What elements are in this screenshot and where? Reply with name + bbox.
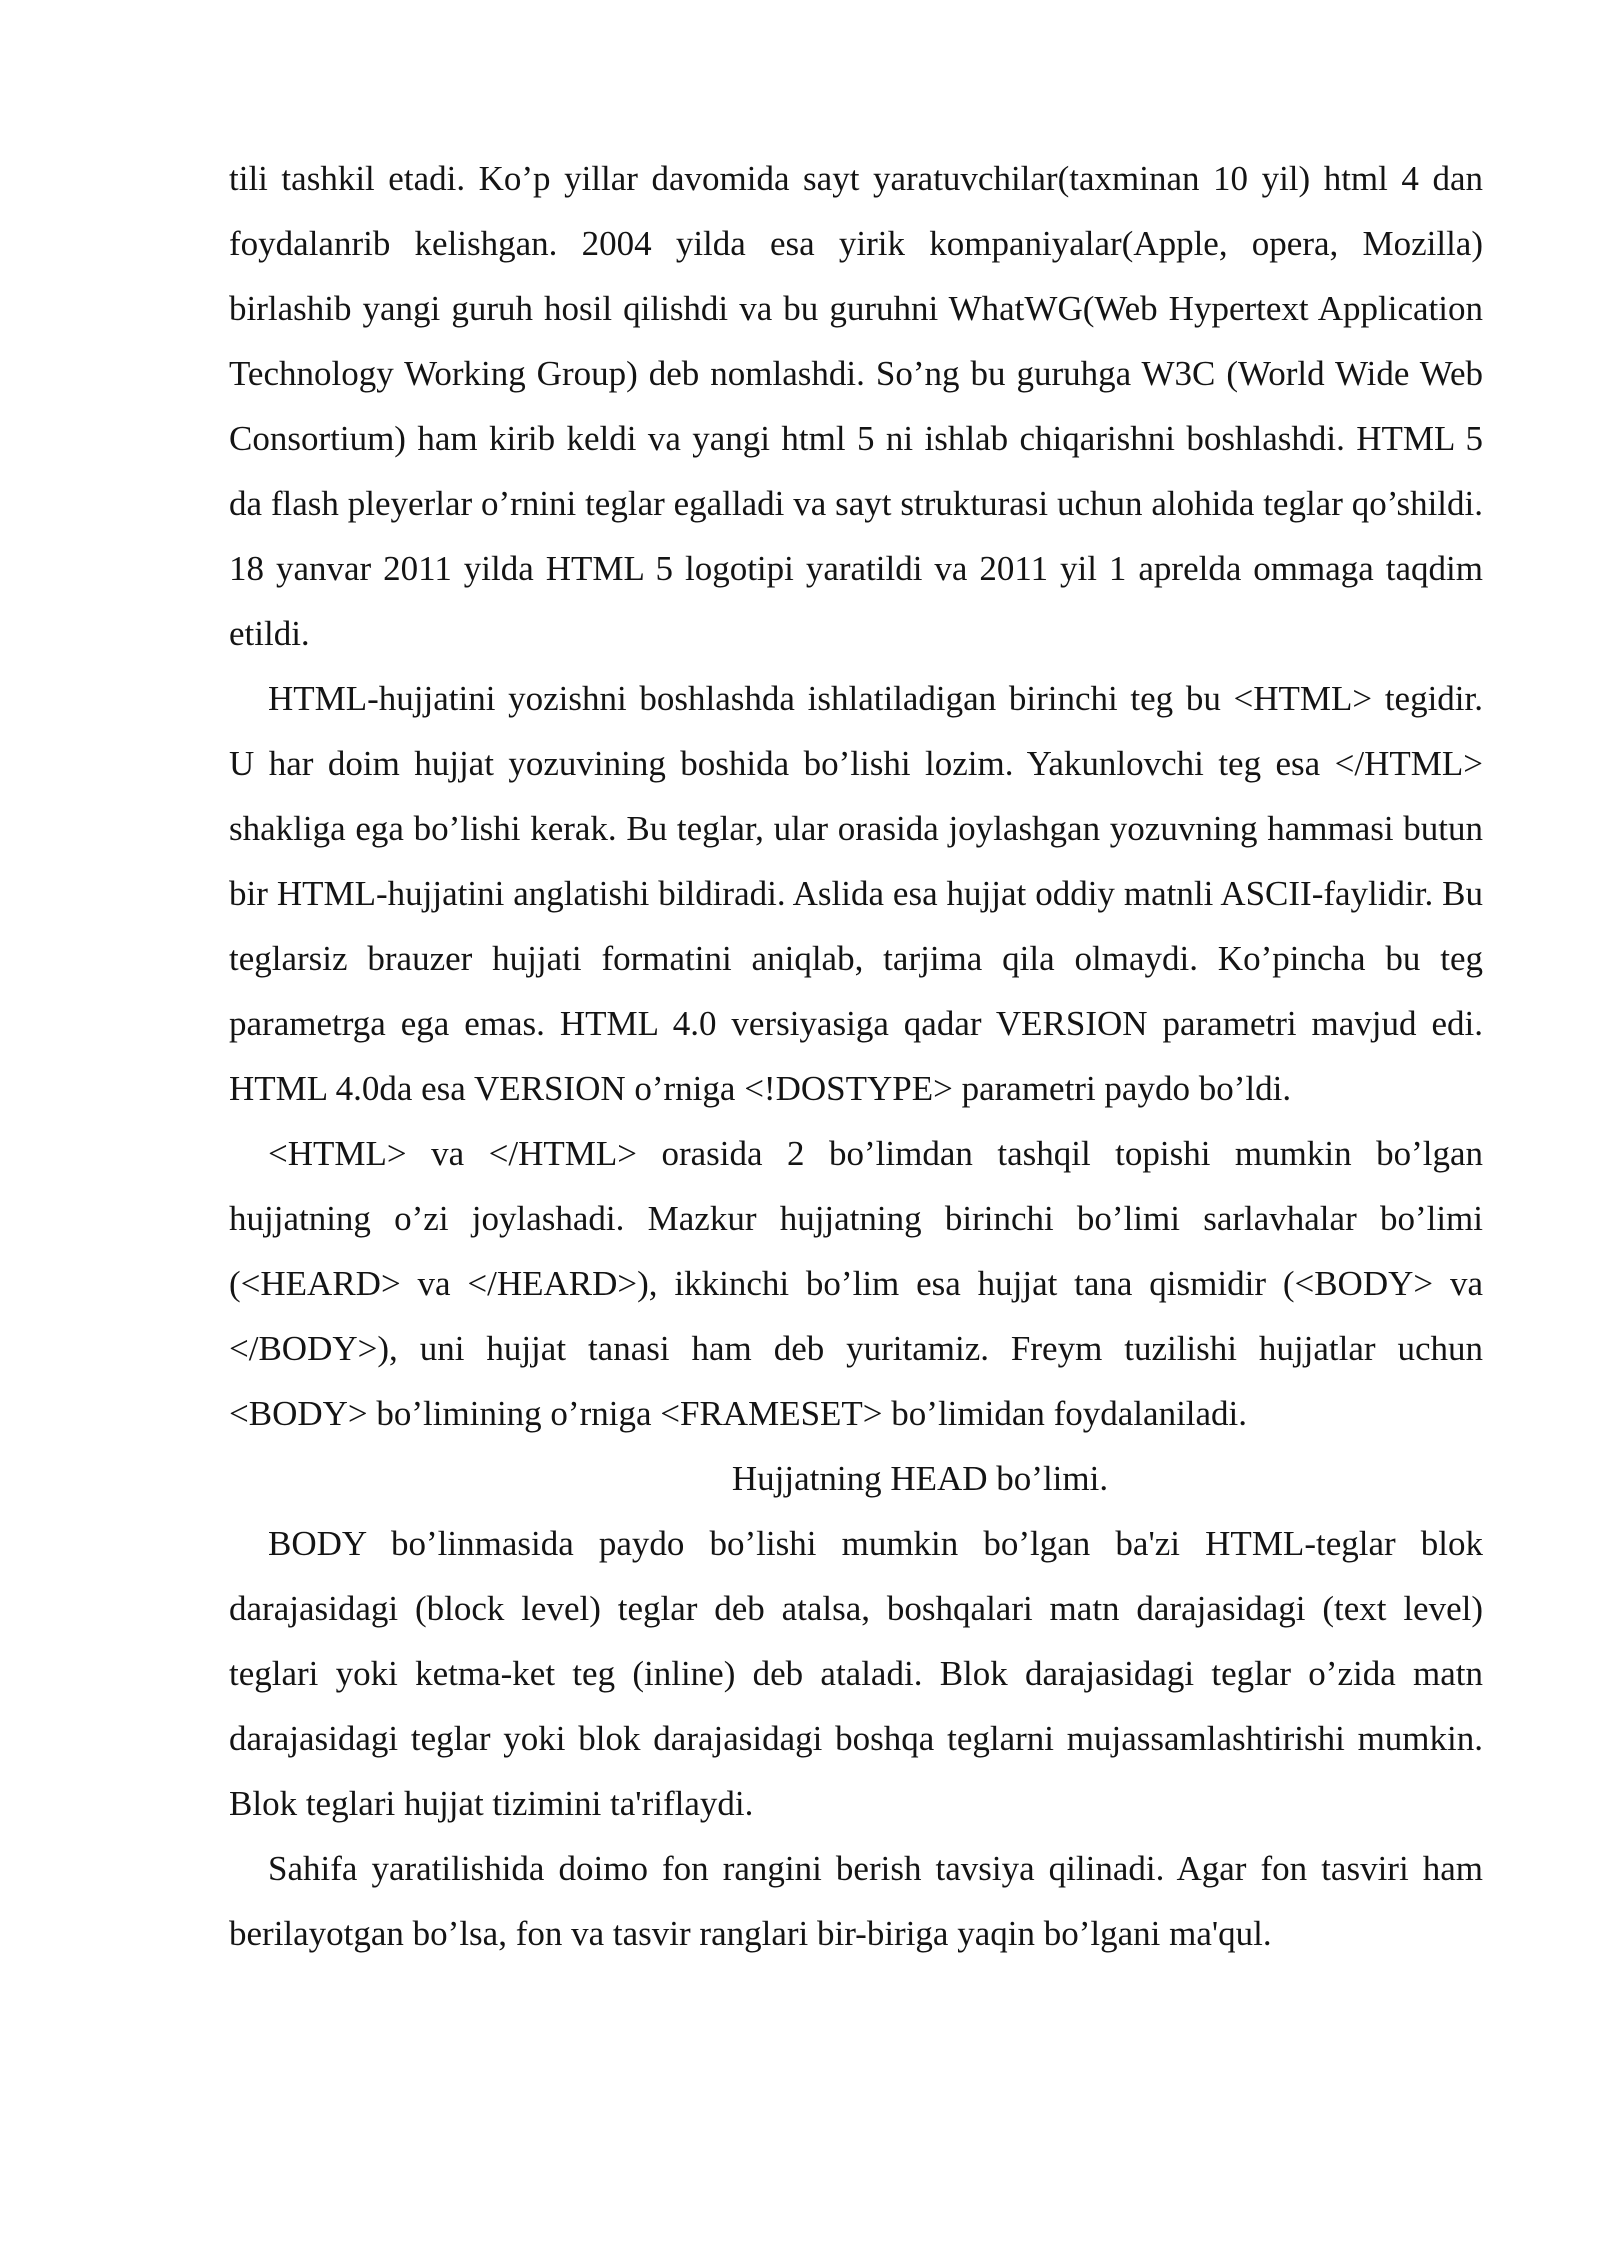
- paragraph-document-sections: <HTML> va </HTML> orasida 2 bo’limdan tashqil topishi mumkin bo’lgan hujjatning o’zi joylashadi. Mazkur hujjatning birinchi bo’limi sarlavhalar bo’limi (<HEARD> va </HEARD>), ikkinchi bo’lim esa hujjat tana qismidir (<BODY> va </BODY>), uni hujjat tanasi ham deb yuritamiz. Freym tuzilishi hujjatlar uchun <BODY> bo’limining o’rniga <FRAMESET> bo’limidan foydalaniladi.: [229, 1134, 1483, 1433]
- paragraph-block-level-tags: BODY bo’linmasida paydo bo’lishi mumkin bo’lgan ba'zi HTML-teglar blok darajasidagi (block level) teglar deb atalsa, boshqalari matn darajasidagi (text level) teglari yoki ketma-ket teg (inline) deb ataladi. Blok darajasidagi teglar o’zida matn darajasidagi teglar yoki blok darajasidagi boshqa teglarni mujassamlashtirishi mumkin. Blok teglari hujjat tizimini ta'riflaydi.: [229, 1524, 1483, 1823]
- paragraph-html-tag: HTML-hujjatini yozishni boshlashda ishlatiladigan birinchi teg bu <HTML> tegidir. U har doim hujjat yozuvining boshida bo’lishi lozim. Yakunlovchi teg esa </HTML> shakliga ega bo’lishi kerak. Bu teglar, ular orasida joylashgan yozuvning hammasi butun bir HTML-hujjatini anglatishi bildiradi. Aslida esa hujjat oddiy matnli ASCII-faylidir. Bu teglarsiz brauzer hujjati formatini aniqlab, tarjima qila olmaydi. Ko’pincha bu teg parametrga ega emas. HTML 4.0 versiyasiga qadar VERSION parametri mavjud edi. HTML 4.0da esa VERSION o’rniga <!DOSTYPE> parametri paydo bo’ldi.: [229, 679, 1483, 1108]
- paragraph-background-color: Sahifa yaratilishida doimo fon rangini berish tavsiya qilinadi. Agar fon tasviri ham berilayotgan bo’lsa, fon va tasvir ranglari bir-biriga yaqin bo’lgani ma'qul.: [229, 1849, 1483, 1953]
- paragraph-html5-history: tili tashkil etadi. Ko’p yillar davomida sayt yaratuvchilar(taxminan 10 yil) html 4 dan foydalanrib kelishgan. 2004 yilda esa yirik kompaniyalar(Apple, opera, Mozilla) birlashib yangi guruh hosil qilishdi va bu guruhni WhatWG(Web Hypertext Application Technology Working Group) deb nomlashdi. So’ng bu guruhga W3C (World Wide Web Consortium) ham kirib keldi va yangi html 5 ni ishlab chiqarishni boshlashdi. HTML 5 da flash pleyerlar o’rnini teglar egalladi va sayt strukturasi uchun alohida teglar qo’shildi. 18 yanvar 2011 yilda HTML 5 logotipi yaratildi va 2011 yil 1 aprelda ommaga taqdim etildi.: [229, 159, 1483, 653]
- document-body: [229, 146, 1483, 1966]
- section-heading-head: Hujjatning HEAD bo’limi.: [731, 1459, 1109, 1498]
